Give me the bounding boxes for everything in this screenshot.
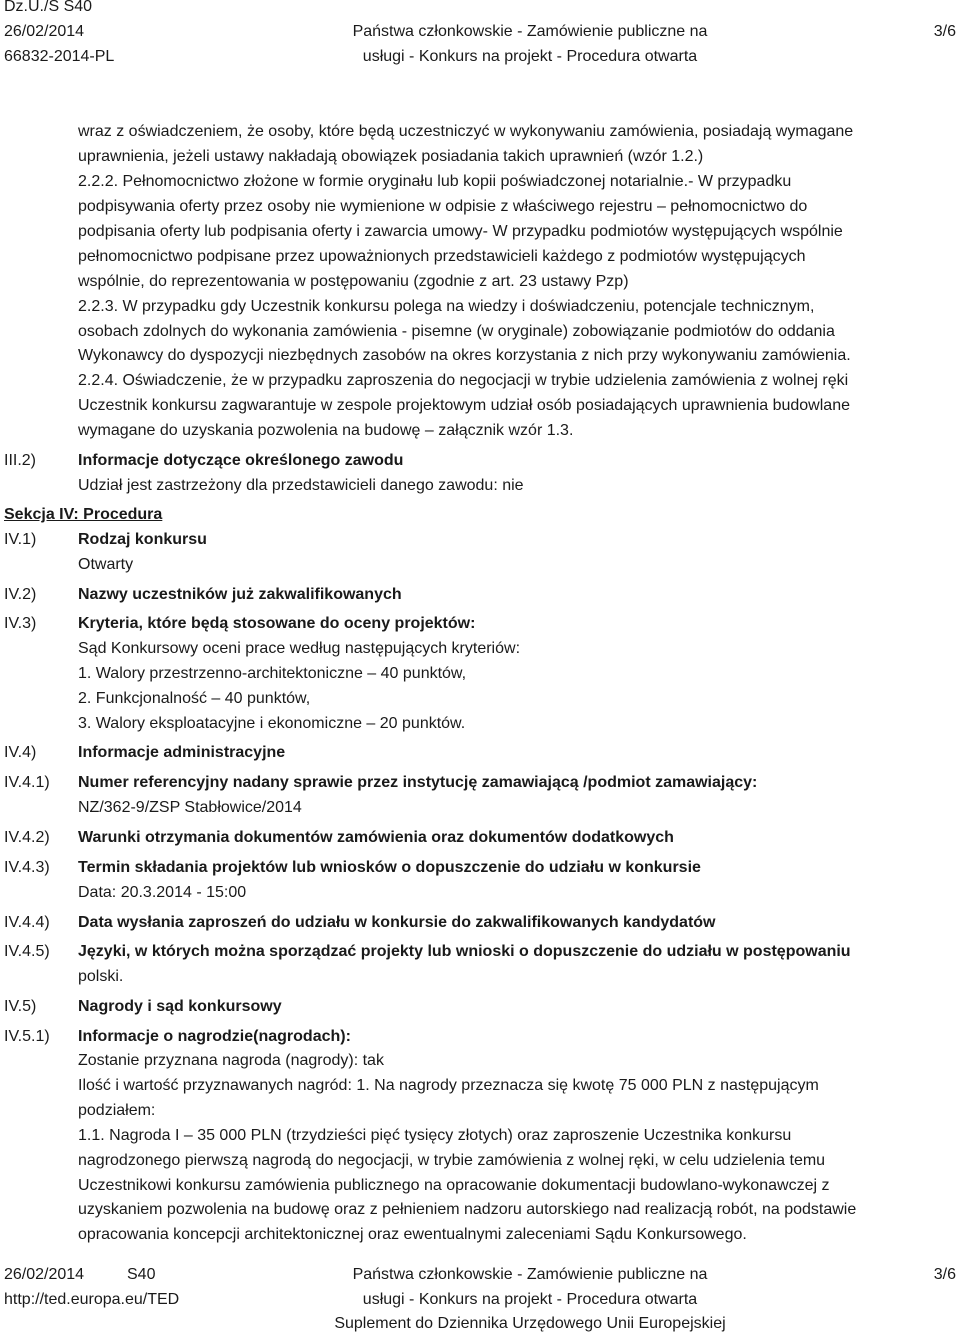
footer-series: S40: [127, 1266, 156, 1283]
prize-line: Ilość i wartość przyznawanych nagród: 1. Na nagrody przeznacza się kwotę 75 000 PLN z następującym: [78, 1077, 819, 1094]
deadline-date: Data: 20.3.2014 - 15:00: [78, 884, 247, 901]
section-text: Udział jest zastrzeżony dla przedstawicieli danego zawodu: nie: [78, 477, 524, 494]
journal-ref: Dz.U./S S40: [4, 0, 93, 15]
section-heading: Informacje dotyczące określonego zawodu: [78, 452, 404, 469]
section-number: IV.1): [4, 531, 37, 548]
section-heading: Nagrody i sąd konkursowy: [78, 998, 282, 1015]
prize-line: podziałem:: [78, 1102, 156, 1119]
section-heading: Języki, w których można sporządzać projekty lub wnioski o dopuszczenie do udziału w postępowaniu: [78, 943, 851, 960]
footer-title-line-1: Państwa członkowskie - Zamówienie publiczne na: [352, 1266, 708, 1283]
notice-number: 66832-2014-PL: [4, 48, 115, 65]
body-line: wymagane do uzyskania pozwolenia na budowę – załącznik wzór 1.3.: [78, 422, 574, 439]
section-number: IV.5): [4, 998, 37, 1015]
section-number: IV.4): [4, 744, 37, 761]
section-title: Sekcja IV: Procedura: [4, 506, 163, 523]
criteria-line: Sąd Konkursowy oceni prace według następujących kryteriów:: [78, 640, 521, 657]
body-line: podpisania oferty lub podpisania oferty i zawarcia umowy- W przypadku podmiotów występujących wspólnie: [78, 223, 843, 240]
page-header: [0, 0, 960, 75]
language-value: polski.: [78, 968, 124, 985]
section-heading: Informacje o nagrodzie(nagrodach):: [78, 1028, 351, 1045]
prize-line: uzyskaniem pozwolenia na budowę oraz z pełnieniem nadzoru autorskiego nad realizacją robót, na podstawie: [78, 1201, 857, 1218]
section-number: IV.3): [4, 615, 37, 632]
body-line: Uczestnik konkursu zagwarantuje w zespole projektowym udział osób posiadających uprawnienia budowlane: [78, 397, 850, 414]
prize-line: nagrodzonego pierwszą nagrodą do negocjacji, w trybie zamówienia z wolnej ręki, w celu udzielenia temu: [78, 1152, 826, 1169]
section-value: Otwarty: [78, 556, 134, 573]
body-line: wspólnie, do reprezentowania w postępowaniu (zgodnie z art. 23 ustawy Pzp): [78, 273, 629, 290]
section-number: IV.4.1): [4, 774, 50, 791]
section-heading: Nazwy uczestników już zakwalifikowanych: [78, 586, 402, 603]
body-line: wraz z oświadczeniem, że osoby, które będą uczestniczyć w wykonywaniu zamówienia, posiadają wymagane: [78, 123, 854, 140]
prize-line: opracowania koncepcji architektonicznej oraz ewentualnymi zaleceniami Sądu Konkursowego.: [78, 1226, 747, 1243]
section-heading: Informacje administracyjne: [78, 744, 286, 761]
section-number: IV.4.4): [4, 914, 50, 931]
section-heading: Numer referencyjny nadany sprawie przez instytucję zamawiającą /podmiot zamawiający:: [78, 774, 758, 791]
body-line: Wykonawcy do dyspozycji niezbędnych zasobów na okres korzystania z nich przy wykonywaniu zamówienia.: [78, 347, 851, 364]
reference-number: NZ/362-9/ZSP Stabłowice/2014: [78, 799, 302, 816]
section-number: III.2): [4, 452, 37, 469]
section-heading: Data wysłania zaproszeń do udziału w konkursie do zakwalifikowanych kandydatów: [78, 914, 716, 931]
section-heading: Rodzaj konkursu: [78, 531, 207, 548]
footer-title-line-3: Suplement do Dziennika Urzędowego Unii Europejskiej: [334, 1315, 726, 1332]
section-number: IV.4.5): [4, 943, 50, 960]
footer-page-number: 3/6: [933, 1266, 956, 1283]
prize-line: Uczestnikowi konkursu zamówienia publicznego na opracowanie dokumentacji budowlano-wykonawczej z: [78, 1177, 830, 1194]
prize-line: Zostanie przyznana nagroda (nagrody): tak: [78, 1052, 384, 1069]
footer-url[interactable]: http://ted.europa.eu/TED: [4, 1291, 180, 1308]
body-line: uprawnienia, jeżeli ustawy nakładają obowiązek posiadania takich uprawnień (wzór 1.2.): [78, 148, 704, 165]
body-line: 2.2.3. W przypadku gdy Uczestnik konkursu polega na wiedzy i doświadczeniu, potencjale technicznym,: [78, 298, 815, 315]
section-heading: Kryteria, które będą stosowane do oceny projektów:: [78, 615, 476, 632]
section-heading: Warunki otrzymania dokumentów zamówienia oraz dokumentów dodatkowych: [78, 829, 674, 846]
footer-date: 26/02/2014: [4, 1266, 85, 1283]
header-title-line-1: Państwa członkowskie - Zamówienie publiczne na: [352, 23, 708, 40]
footer-title-line-2: usługi - Konkurs na projekt - Procedura otwarta: [362, 1291, 698, 1308]
body-line: podpisywania oferty przez osoby nie wymienione w odpisie z właściwego rejestru – pełnomocnictwo do: [78, 198, 808, 215]
header-title-line-2: usługi - Konkurs na projekt - Procedura otwarta: [362, 48, 698, 65]
section-number: IV.2): [4, 586, 37, 603]
header-page-number: 3/6: [933, 23, 956, 40]
body-line: osobach zdolnych do wykonania zamówienia - pisemne (w oryginale) zobowiązanie podmiotów do oddania: [78, 323, 835, 340]
section-heading: Termin składania projektów lub wniosków o dopuszczenie do udziału w konkursie: [78, 859, 701, 876]
criteria-line: 3. Walory eksploatacyjne i ekonomiczne – 20 punktów.: [78, 715, 466, 732]
section-number: IV.5.1): [4, 1028, 50, 1045]
page-footer: [0, 1262, 960, 1337]
section-number: IV.4.2): [4, 829, 50, 846]
prize-line: 1.1. Nagroda I – 35 000 PLN (trzydzieści pięć tysięcy złotych) oraz zaproszenie Uczestnika konkursu: [78, 1127, 792, 1144]
criteria-line: 1. Walory przestrzenno-architektoniczne – 40 punktów,: [78, 665, 467, 682]
criteria-line: 2. Funkcjonalność – 40 punktów,: [78, 690, 311, 707]
body-line: 2.2.4. Oświadczenie, że w przypadku zaproszenia do negocjacji w trybie udzielenia zamówienia z wolnej ręki: [78, 372, 849, 389]
body-line: 2.2.2. Pełnomocnictwo złożone w formie oryginału lub kopii poświadczonej notarialnie.- W przypadku: [78, 173, 792, 190]
header-date: 26/02/2014: [4, 23, 85, 40]
body-line: pełnomocnictwo podpisane przez upoważnionych przedstawicieli każdego z podmiotów występujących: [78, 248, 806, 265]
section-number: IV.4.3): [4, 859, 50, 876]
